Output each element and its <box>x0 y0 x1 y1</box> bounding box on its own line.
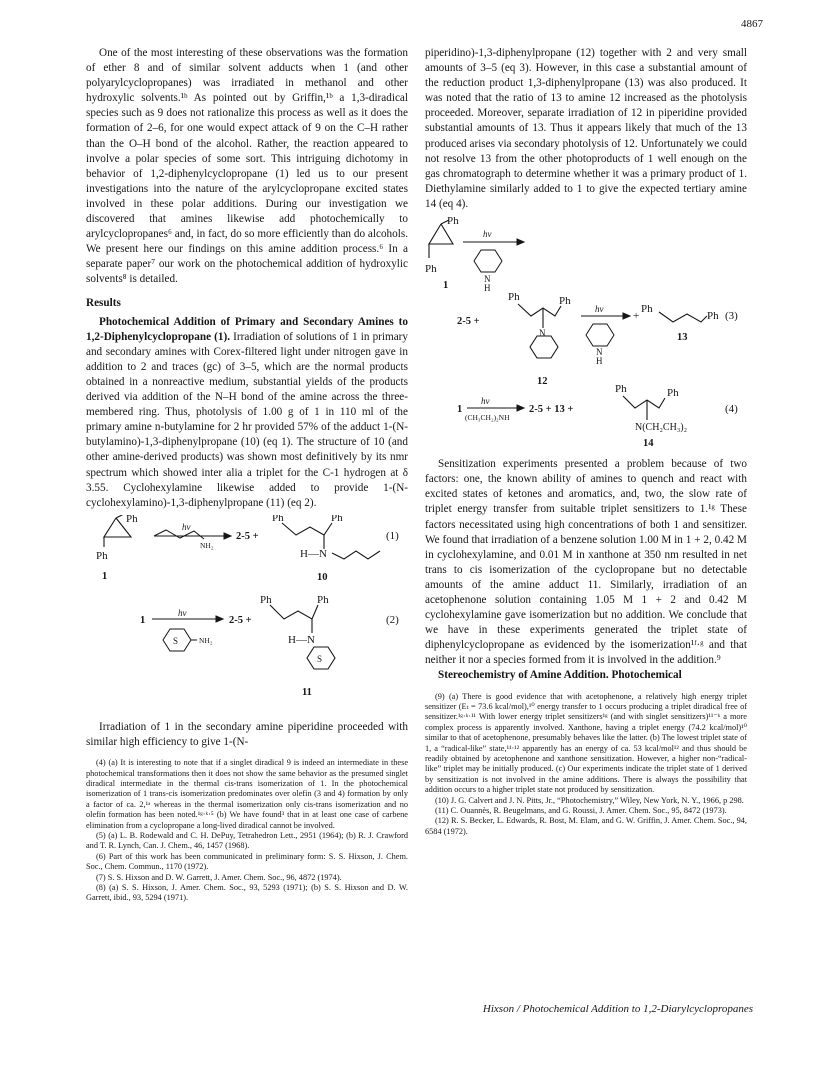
ph-label: Ph <box>96 549 108 562</box>
footnotes-right <box>425 692 747 838</box>
s-ring-label: S <box>173 635 179 646</box>
net2-label: N(CH₂CH₃)₂ <box>635 422 688 434</box>
paragraph-text: Irradiation of solutions of 1 in primary and secondary amines with Corex-filtered light under nitrogen gave in addition to 2 and traces (gc) of 3–5, which are the normal products obtained in a nonreactive medium, substantial yields of the products derived via addition of the N–H bond of the amine across the three-membered ring. Thus, photolysis of 1.00 g of 1 in 110 ml of the primary amine n-butylamine for 2 hr provided 57% of the adduct 1-(N-butylamino)-1,3-diphenylpropane (10) (eq 1). The structure of 10 (and other amine-derived products) was shown most definitively by its nmr spectrum which showed inter alia a triplet for the C-1 hydrogen at δ 3.55. Cyclohexylamine likewise added to provide 1-(N-cyclohexylamino)-1,3-diphenylpropane (11) (eq 2). <box>86 330 408 509</box>
arrow-eq3 <box>463 239 524 245</box>
section-heading-results: Results <box>86 296 121 309</box>
piperidine-reagent-structure <box>474 250 502 272</box>
n-label: N <box>484 274 491 285</box>
n-label: N <box>596 347 603 358</box>
ph-label: Ph <box>272 514 284 524</box>
equation-number-1: (1) <box>386 529 399 542</box>
compound-label-12: 12 <box>537 376 548 388</box>
subsection-heading: Stereochemistry of Amine Addition. Photochemical <box>438 669 682 682</box>
ph-label: Ph <box>447 216 459 228</box>
right-column <box>425 46 747 837</box>
diethylamine-reagent: (CH₃CH₂)₂NH <box>465 413 510 423</box>
butylamine-reagent-structure <box>154 530 231 539</box>
footnote: (9) (a) There is good evidence that with acetophenone, a relatively high energy triplet sensitizer (Eₜ = 73.6 kcal/mol),¹⁰ energy transfer to 1 occurs producing a triplet diradical free of sensitizer.¹ᵍ·ᵏ·¹¹ With lower energy triplet sensitizers¹ᵍ (and with singlet sensitizers)¹¹⁻ᵏ a more complex process is apparently involved. Xanthone, having a triplet energy (74.2 kcal/mol)¹⁰ similar to that of acetophenone, presumably behaves like the latter. (b) The lowest triplet state of 1, a “radical-like” state,¹¹·¹² apparently has an energy of ca. 53 kcal/mol¹² and thus should be readily obtained by acetophenone and xanthone sensitization. However, a higher non-“radical-like” triplet may be initially produced. (c) Our experiments indicate the triplet state of 1 derived by sensitization is not involved in the amine additions. There is always the possibility that addition occurs to a higher triplet state not produced by sensitization. <box>425 691 747 795</box>
footnotes-left <box>86 758 408 904</box>
footnote: (8) (a) S. S. Hixson, J. Amer. Chem. Soc., 93, 5293 (1971); (b) S. S. Hixson and D. W. Garrett, ibid., 93, 5294 (1971). <box>86 882 408 903</box>
reaction-scheme-eq1-eq2 <box>86 515 408 711</box>
running-footer: Hixson / Photochemical Addition to 1,2-Diarylcyclopropanes <box>482 1003 753 1015</box>
footnote: (4) (a) It is interesting to note that if a singlet diradical 9 is indeed an intermediate in these photochemical transformations then it does not show the same behavior as the presumed singlet diradical intermediate in the thermal cis-trans isomerization of 1. In the photochemical isomerization of 1 trans-cis isomerization predominates over olefin (3 and 4) formation by only a factor of ca. 2,¹ᵃ whereas in the thermal isomerization only cis-trans isomerization and no olefin formation has been noted.¹ᵍ·ᵏ·⁵ (b) We have found³ that in at least one case of carbene elimination from a cyclopropane a long-lived diradical cannot be involved. <box>86 758 408 830</box>
ph-label: Ph <box>559 295 571 308</box>
s-ring-label: S <box>317 653 323 664</box>
footnote: (12) R. S. Becker, L. Edwards, R. Bost, M. Elam, and G. W. Griffin, J. Amer. Chem. Soc., 94, 6584 (1972). <box>425 816 747 836</box>
h-label: H <box>596 356 603 367</box>
compound-label-13: 13 <box>677 332 688 344</box>
paragraph: One of the most interesting of these observations was the formation of ether 8 and of similar solvent adducts when 1 (and other polyarylcyclopropanes) was irradiated in methanol and other hydroxylic solvents.¹ᵇ As pointed out by Griffin,¹ᵇ a 1,3-diradical species such as 9 does not rationalize this process as well as it does the formation of 2–6, for one would expect attack of 9 on the C–H rather than the O–H bond of the alcohol. Rather, the reaction appeared to involve a polar species of some sort. This intriguing dichotomy in behavior of 1,2-diphenylcyclopropane (1) led us to our present investigations into the nature of the arylcyclopropane excited states involved in these polar additions. During our investigation we discovered that amines likewise add photochemically to arylcyclopropanes⁶ and, in fact, do so more efficiently than do alcohols. We present here our findings on this amine addition process.⁶ In a separate paper⁷ our work on the photochemical addition of hydroxylic solvents⁸ is detailed. <box>86 47 408 286</box>
ph-label: Ph <box>317 593 329 606</box>
left-column <box>86 46 408 904</box>
compound-label-1: 1 <box>102 570 108 582</box>
footnote: (7) S. S. Hixson and D. W. Garrett, J. Amer. Chem. Soc., 96, 4872 (1974). <box>96 872 342 882</box>
product-13-structure <box>659 312 707 322</box>
nh2-label: NH₂ <box>200 540 214 550</box>
product-14-structure <box>623 396 665 420</box>
ph-label: Ph <box>641 303 653 316</box>
arrow-eq3b <box>581 313 630 346</box>
ph-label: Ph <box>508 291 520 304</box>
compound-label-10: 10 <box>317 571 328 583</box>
footnote: (11) C. Ouannès, R. Beugelmans, and G. Roussi, J. Amer. Chem. Soc., 95, 8472 (1973). <box>435 806 727 815</box>
ph-label: Ph <box>425 263 437 276</box>
equation-number-3: (3) <box>725 310 738 323</box>
paragraph <box>86 315 408 511</box>
compound-label-11: 11 <box>302 686 312 698</box>
plus-sign: + <box>633 310 640 323</box>
paragraph: piperidino)-1,3-diphenylpropane (12) together with 2 and very small amounts of 3–5 (eq 3). However, in this case a substantial amount of the reduction product 1,3-diphenylpropane (13) was also produced. It was noted that the ratio of 13 to amine 12 increased as the photolysis proceeded. Moreover, separate irradiation of 12 in piperidine provided substantial amounts of 13. Thus it appears likely that much of the 13 produced arises via secondary photolysis of 12. Unfortunately we could not resolve 13 from the other photoproducts of 1 well enough on the gas chromatograph to determine whether it was a primary product of 1. Diethylamine similarly added to 1 to give the expected tertiary amine 14 (eq 4). <box>425 47 747 210</box>
footnote: (10) J. G. Calvert and J. N. Pitts, Jr., “Photochemistry,” Wiley, New York, N. Y., 1966, p 298. <box>435 795 744 805</box>
equation-number-2: (2) <box>386 613 399 626</box>
footnote: (6) Part of this work has been communicated in preliminary form: S. S. Hixson, J. Chem. Soc., Chem. Commun., 1170 (1972). <box>86 851 408 872</box>
arrow-eq4 <box>467 405 524 411</box>
hv-label: hν <box>483 229 492 240</box>
footnote: (5) (a) L. B. Rodewald and C. H. DePuy, Tetrahedron Lett., 2951 (1964); (b) R. J. Crawford and T. R. Lynch, Can. J. Chem., 46, 1457 (1968). <box>86 830 408 851</box>
compound-label-1: 1 <box>457 404 463 416</box>
compound-label-1: 1 <box>443 280 449 292</box>
products-eq4: 2-5 + 13 + <box>529 404 574 416</box>
ph-label: Ph <box>667 387 679 400</box>
ph-label: Ph <box>331 514 343 524</box>
hn-label: H—N <box>300 547 327 560</box>
ph-label: Ph <box>126 514 138 525</box>
h-label: H <box>484 283 491 294</box>
hv-label: hν <box>595 304 604 315</box>
hv-label: hν <box>178 607 187 618</box>
ph-label: Ph <box>615 383 627 396</box>
cyclohexylamine-reagent-structure <box>163 629 197 651</box>
products-2-5: 2-5 + <box>236 530 259 542</box>
products-2-5: 2-5 + <box>457 316 480 328</box>
hn-label: H—N <box>288 633 315 646</box>
paragraph: Sensitization experiments presented a problem because of two factors: one, the known ability of amines to quench and react with excited states of ketones and aromatics, and, two, the slow rate of triplet energy transfer from suitable triplet sensitizers to 1.¹ᵍ These factors necessitated using high concentrations of both 1 and sensitizer. We found that irradiation of a benzene solution 1.00 M in 1 + 2, 0.42 M in cyclohexylamine, and 0.01 M in xanthone at 350 nm resulted in net trans to cis isomerization of the cyclopropane but no detectable amounts of the amine adduct 11. Similarly, irradiation of an acetophenone solution containing 1.05 M 1 + 2 and 0.42 M cyclohexylamine gave isomerization but no addition. We conclude that we have in these experiments generated the triplet state of diphenylcyclopropane as evidenced by the isomerization¹ᶠ·ᵍ and that neither it nor a species formed from it is involved in the addition.⁹ <box>425 458 747 667</box>
n-label: N <box>539 328 546 339</box>
page-number: 4867 <box>741 18 763 30</box>
nh2-label: NH₂ <box>199 635 213 645</box>
ph-label: Ph <box>707 310 719 323</box>
arrow-eq2 <box>152 616 223 622</box>
reaction-scheme-eq3-eq4 <box>425 216 747 448</box>
subsection-heading: Photochemical Addition of Primary and Secondary Amines to 1,2-Diphenylcyclopropane (1). <box>86 315 408 343</box>
products-2-5: 2-5 + <box>229 614 252 626</box>
compound-label-14: 14 <box>643 438 654 449</box>
compound-label-1: 1 <box>140 614 146 626</box>
ph-label: Ph <box>260 593 272 606</box>
hv-label: hν <box>481 396 490 407</box>
hv-label: hν <box>182 521 191 532</box>
product-10-structure <box>282 523 380 559</box>
paragraph: Irradiation of 1 in the secondary amine piperidine proceeded with similar high efficiency to give 1-(N- <box>86 720 408 748</box>
equation-number-4: (4) <box>725 403 738 416</box>
